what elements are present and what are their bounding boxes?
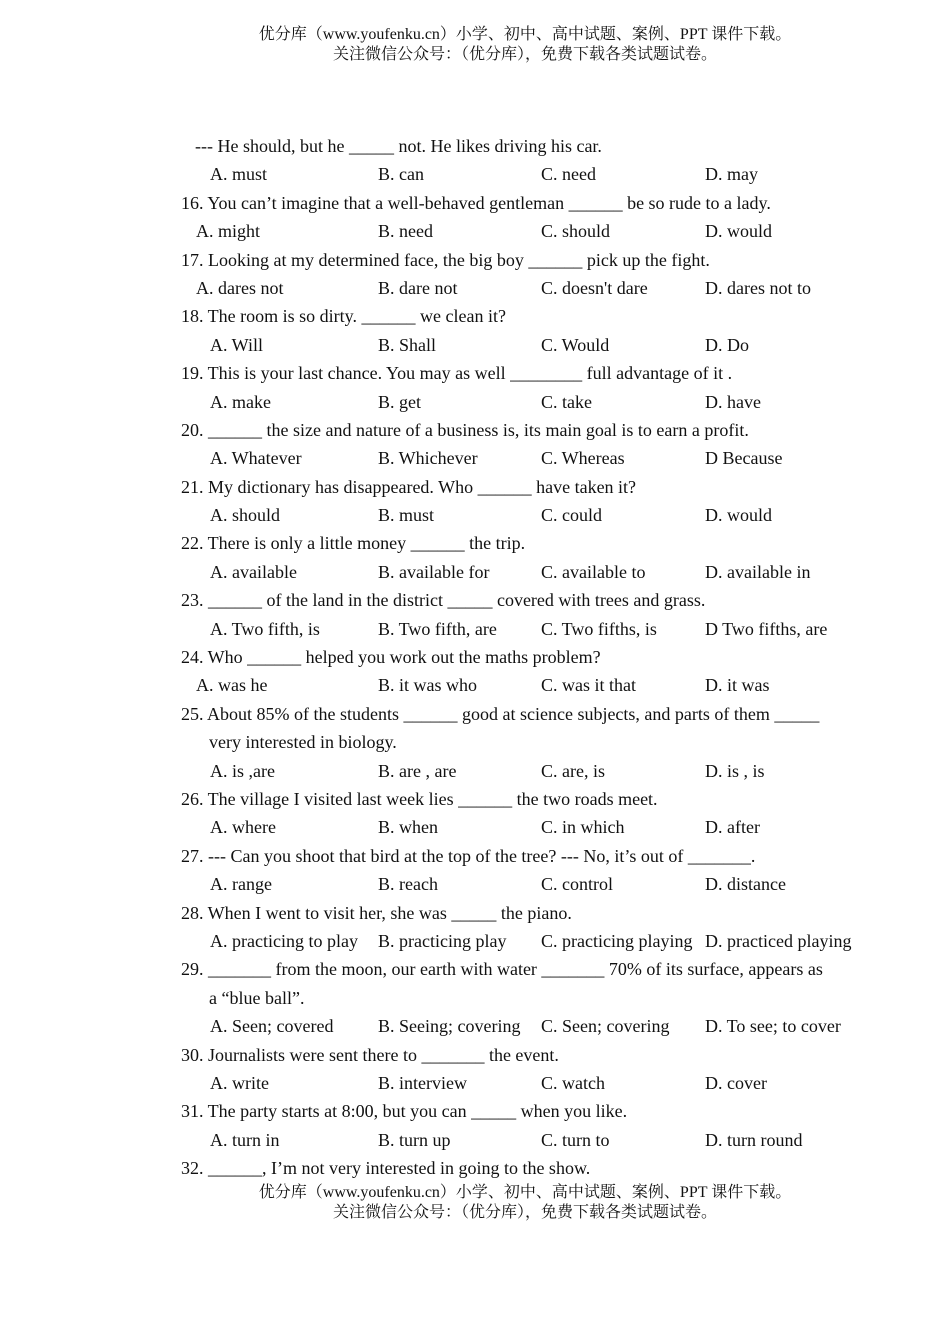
option-a: A. where <box>210 817 276 838</box>
answer-options <box>0 274 950 302</box>
question-text: 26. The village I visited last week lies ______ the two roads meet. <box>181 788 658 809</box>
answer-options <box>0 1126 950 1154</box>
question-line <box>0 785 950 813</box>
option-a: A. must <box>210 164 268 185</box>
option-b: B. can <box>378 164 424 185</box>
option-c: C. Would <box>541 334 610 355</box>
question-line <box>0 700 950 728</box>
option-a: A. turn in <box>210 1129 280 1150</box>
option-b: B. available for <box>378 561 490 582</box>
question-text: 20. ______ the size and nature of a business is, its main goal is to earn a profit. <box>181 419 749 440</box>
option-c: C. was it that <box>541 675 636 696</box>
option-b: B. Two fifth, are <box>378 618 497 639</box>
option-b: B. get <box>378 391 421 412</box>
option-c: C. in which <box>541 817 625 838</box>
option-b: B. Seeing; covering <box>378 1016 521 1037</box>
option-d: D. distance <box>705 874 786 895</box>
question-line <box>0 416 950 444</box>
option-d: D. have <box>705 391 761 412</box>
header-line-2: 关注微信公众号：（优分库），免费下载各类试题试卷。 <box>332 46 717 63</box>
option-b: B. practicing play <box>378 930 507 951</box>
option-d: D. would <box>705 221 772 242</box>
option-d: D. after <box>705 817 760 838</box>
answer-options <box>0 870 950 898</box>
option-d: D. is , is <box>705 760 765 781</box>
question-text: 22. There is only a little money ______ the trip. <box>181 533 526 554</box>
question-line-continued <box>0 728 950 756</box>
answer-options <box>0 757 950 785</box>
option-a: A. Two fifth, is <box>210 618 320 639</box>
option-d: D Because <box>705 448 783 469</box>
question-text: 28. When I went to visit her, she was _____ the piano. <box>181 902 572 923</box>
option-c: C. control <box>541 874 613 895</box>
option-a: A. practicing to play <box>210 930 358 951</box>
option-d: D. cover <box>705 1072 767 1093</box>
option-d: D. would <box>705 505 772 526</box>
option-d: D. may <box>705 164 758 185</box>
option-a: A. write <box>210 1072 269 1093</box>
option-a: A. is ,are <box>210 760 275 781</box>
question-text: 32. ______, I’m not very interested in going to the show. <box>181 1158 591 1179</box>
option-a: A. should <box>210 505 281 526</box>
option-c: C. Two fifths, is <box>541 618 657 639</box>
question-line <box>0 955 950 983</box>
answer-options <box>0 217 950 245</box>
option-b: B. must <box>378 505 435 526</box>
question-text: 29. _______ from the moon, our earth with water _______ 70% of its surface, appears as <box>181 959 823 980</box>
question-text: very interested in biology. <box>209 732 397 753</box>
lead-line <box>0 132 950 160</box>
option-b: B. reach <box>378 874 438 895</box>
option-a: A. available <box>210 561 297 582</box>
option-b: B. interview <box>378 1072 467 1093</box>
option-a: A. was he <box>196 675 268 696</box>
question-text: 17. Looking at my determined face, the big boy ______ pick up the fight. <box>181 249 710 270</box>
option-b: B. turn up <box>378 1129 451 1150</box>
answer-options <box>0 444 950 472</box>
question-text: 16. You can’t imagine that a well-behaved gentleman ______ be so rude to a lady. <box>181 192 771 213</box>
option-d: D. practiced playing <box>705 930 852 951</box>
question-line <box>0 1041 950 1069</box>
option-d: D. turn round <box>705 1129 803 1150</box>
footer-line-1: 优分库（www.youfenku.cn）小学、初中、高中试题、案例、PPT 课件下载。 <box>258 1184 792 1201</box>
option-a: A. might <box>196 221 261 242</box>
page-footer <box>0 1183 950 1223</box>
option-c: C. watch <box>541 1072 605 1093</box>
answer-options <box>0 1012 950 1040</box>
option-c: C. doesn't dare <box>541 277 648 298</box>
header-line-1: 优分库（www.youfenku.cn）小学、初中、高中试题、案例、PPT 课件下载。 <box>258 26 792 43</box>
answer-options <box>0 813 950 841</box>
answer-options <box>0 615 950 643</box>
question-text: 21. My dictionary has disappeared. Who ______ have taken it? <box>181 476 637 497</box>
option-a: A. dares not <box>196 277 284 298</box>
option-b: B. when <box>378 817 438 838</box>
option-a: A. Seen; covered <box>210 1016 334 1037</box>
answer-options <box>0 1069 950 1097</box>
option-c: C. Seen; covering <box>541 1016 670 1037</box>
option-a: A. Will <box>210 334 263 355</box>
option-b: B. need <box>378 221 433 242</box>
option-d: D. dares not to <box>705 277 811 298</box>
question-text: 18. The room is so dirty. ______ we clean it? <box>181 306 506 327</box>
question-line <box>0 643 950 671</box>
question-text: 31. The party starts at 8:00, but you can _____ when you like. <box>181 1101 628 1122</box>
option-d: D Two fifths, are <box>705 618 828 639</box>
option-a: A. make <box>210 391 271 412</box>
option-c: C. available to <box>541 561 646 582</box>
question-text: 23. ______ of the land in the district _____ covered with trees and grass. <box>181 590 706 611</box>
option-a: A. range <box>210 874 272 895</box>
answer-options <box>0 388 950 416</box>
option-d: D. it was <box>705 675 770 696</box>
question-line <box>0 359 950 387</box>
question-line <box>0 586 950 614</box>
answer-options <box>0 331 950 359</box>
answer-options <box>0 558 950 586</box>
question-line <box>0 189 950 217</box>
question-text: 25. About 85% of the students ______ good at science subjects, and parts of them _____ <box>181 703 820 724</box>
option-d: D. To see; to cover <box>705 1016 841 1037</box>
question-list <box>0 132 950 1182</box>
option-c: C. should <box>541 221 611 242</box>
question-line <box>0 899 950 927</box>
question-line <box>0 246 950 274</box>
question-text: 30. Journalists were sent there to _______ the event. <box>181 1044 559 1065</box>
answer-options <box>0 501 950 529</box>
question-line <box>0 1097 950 1125</box>
lead-text: --- He should, but he _____ not. He likes driving his car. <box>195 136 602 156</box>
question-line <box>0 529 950 557</box>
option-b: B. Whichever <box>378 448 478 469</box>
question-line <box>0 1154 950 1182</box>
option-c: C. need <box>541 164 596 185</box>
option-c: C. turn to <box>541 1129 610 1150</box>
footer-line-2: 关注微信公众号：（优分库），免费下载各类试题试卷。 <box>332 1204 717 1221</box>
option-d: D. Do <box>705 334 749 355</box>
option-b: B. are , are <box>378 760 457 781</box>
answer-options <box>0 671 950 699</box>
question-line <box>0 842 950 870</box>
question-text: 19. This is your last chance. You may as well ________ full advantage of it . <box>181 363 733 384</box>
option-d: D. available in <box>705 561 811 582</box>
question-text: 24. Who ______ helped you work out the maths problem? <box>181 647 601 668</box>
option-c: C. Whereas <box>541 448 625 469</box>
lead-options <box>0 160 950 188</box>
question-line <box>0 473 950 501</box>
answer-options <box>0 927 950 955</box>
option-c: C. are, is <box>541 760 605 781</box>
option-a: A. Whatever <box>210 448 302 469</box>
question-text: a “blue ball”. <box>209 987 305 1008</box>
page-header <box>0 25 950 65</box>
option-b: B. dare not <box>378 277 458 298</box>
question-line <box>0 302 950 330</box>
question-text: 27. --- Can you shoot that bird at the top of the tree? --- No, it’s out of _______. <box>181 845 756 866</box>
option-b: B. it was who <box>378 675 477 696</box>
option-c: C. practicing playing <box>541 930 693 951</box>
question-line-continued <box>0 984 950 1012</box>
option-c: C. could <box>541 505 602 526</box>
option-b: B. Shall <box>378 334 437 355</box>
option-c: C. take <box>541 391 592 412</box>
